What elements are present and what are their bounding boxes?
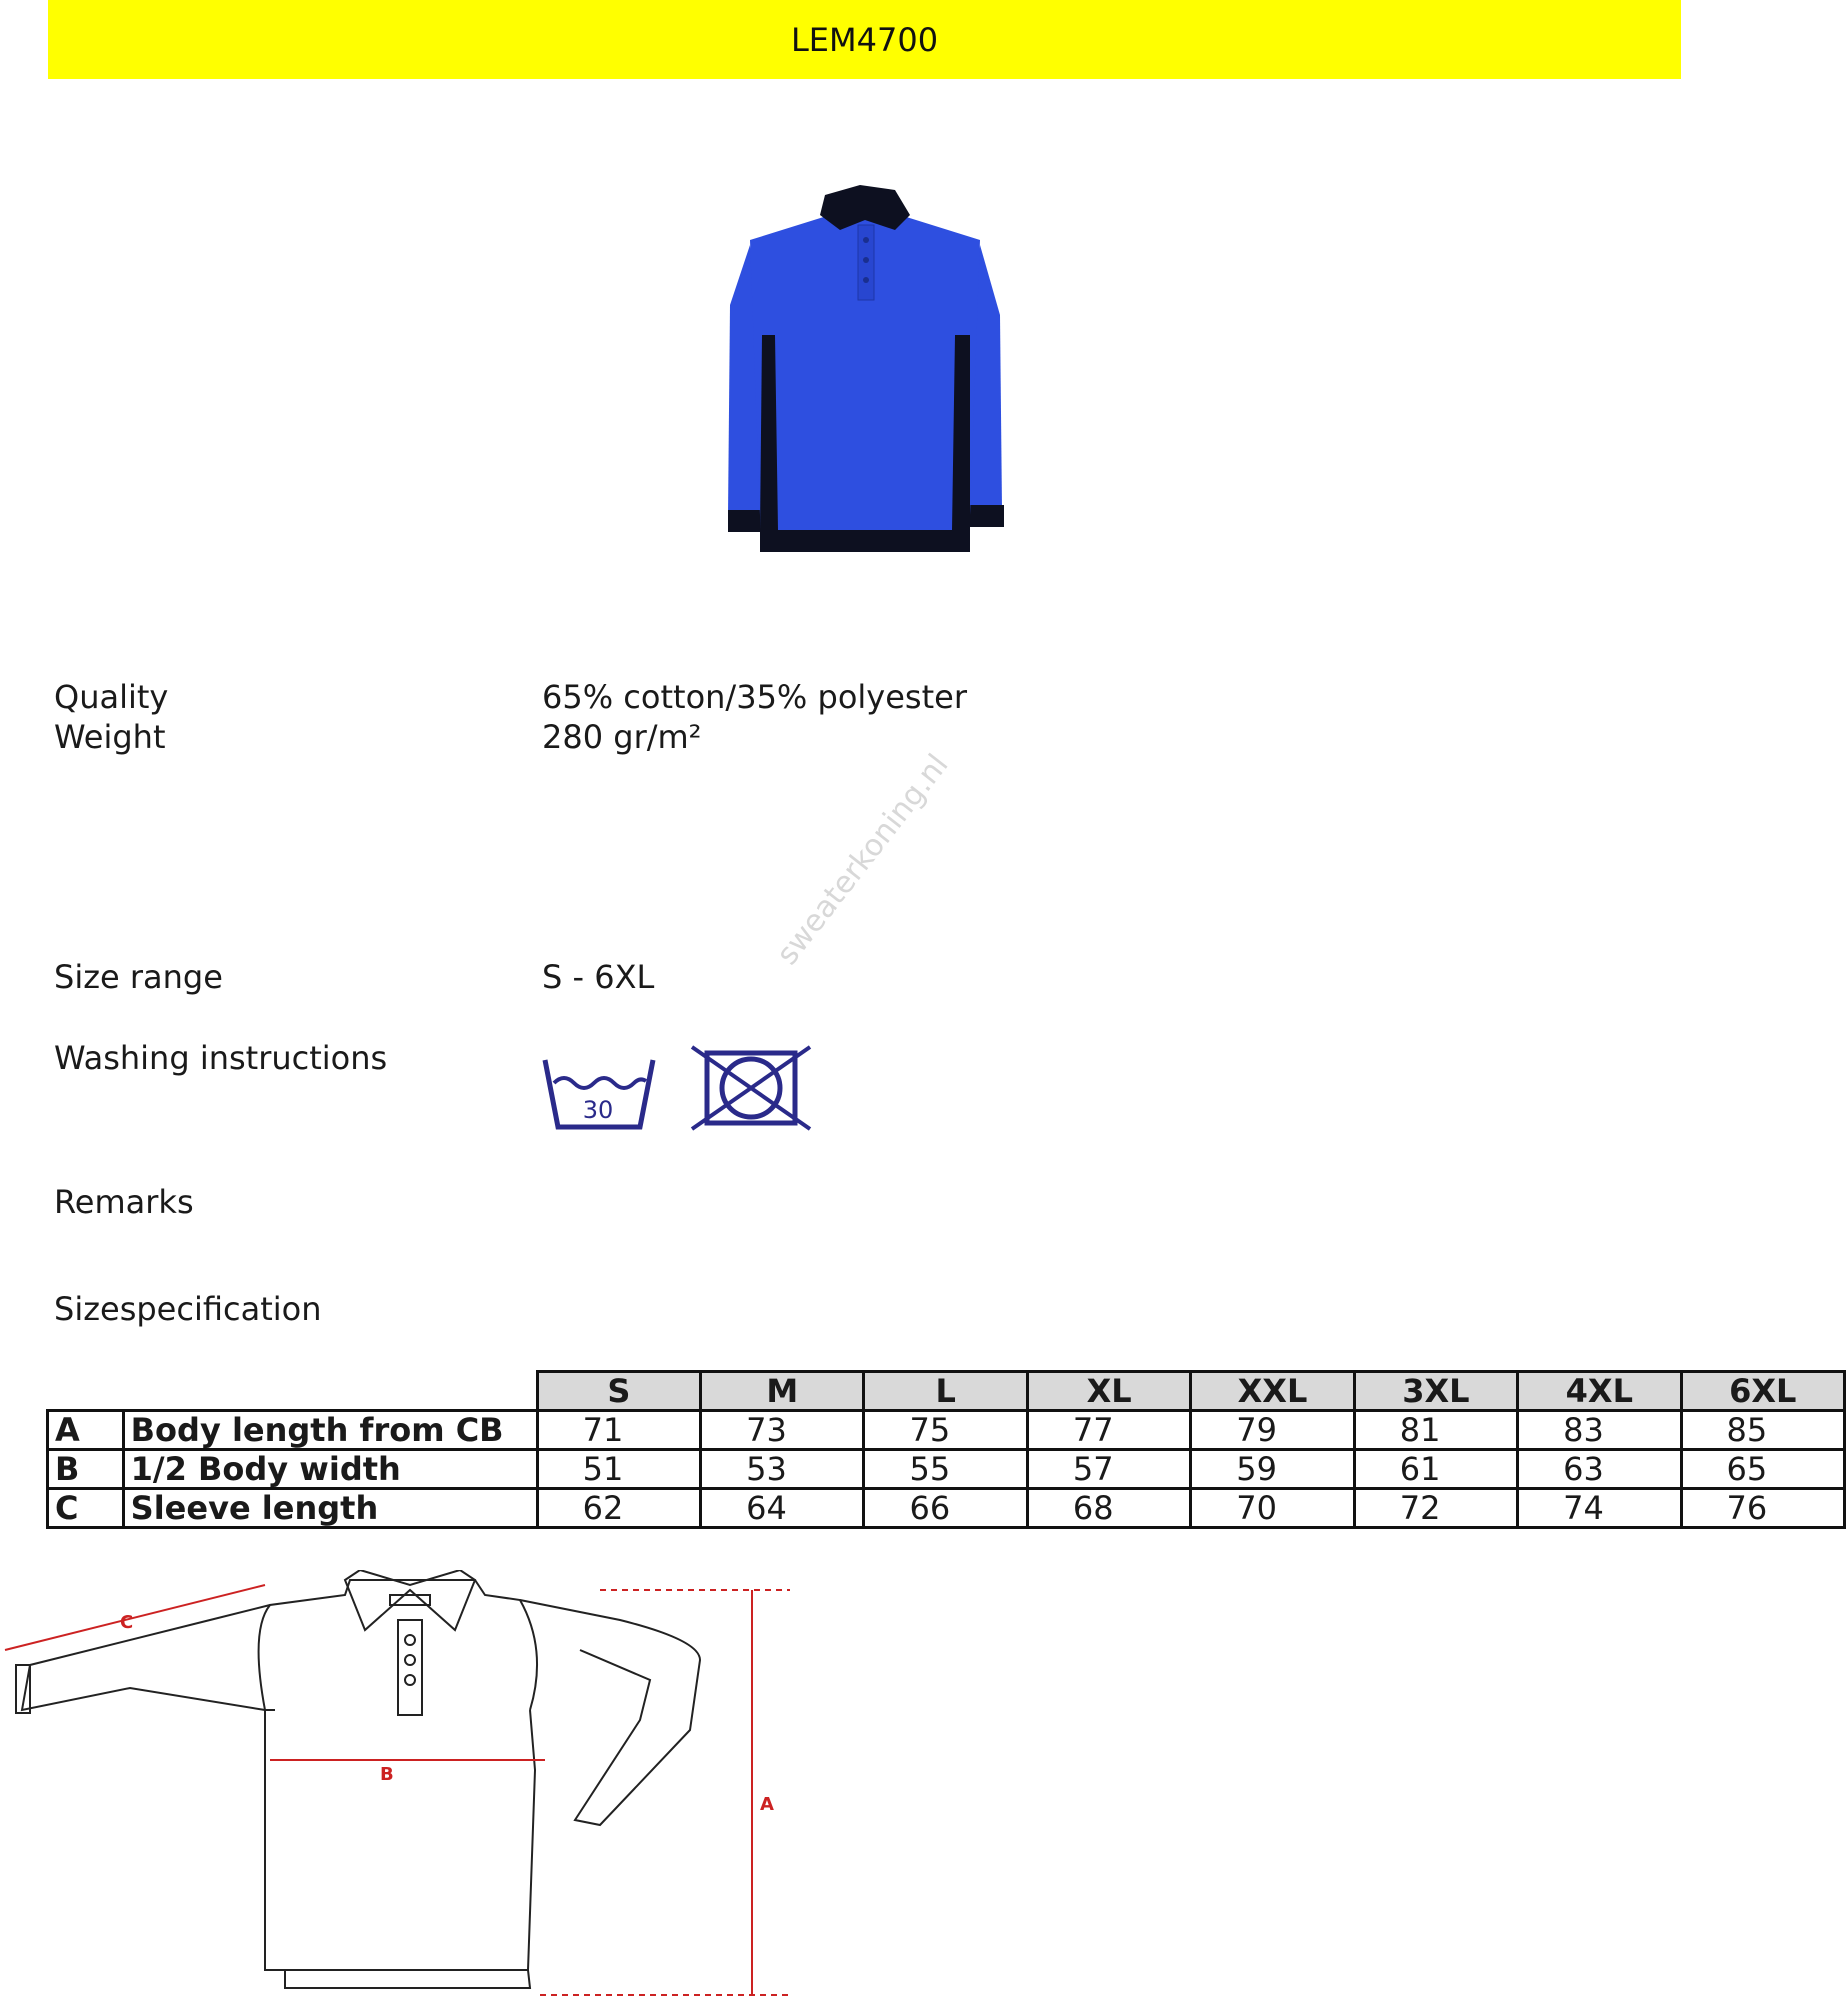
table-cell: 59: [1191, 1450, 1354, 1489]
washing-label: Washing instructions: [54, 1039, 388, 1077]
size-head: S: [537, 1372, 700, 1411]
weight-label: Weight: [54, 718, 166, 756]
size-range-label: Size range: [54, 958, 223, 996]
table-row: [48, 1411, 1845, 1450]
size-head: M: [701, 1372, 864, 1411]
table-cell: 79: [1191, 1411, 1354, 1450]
remarks-label: Remarks: [54, 1183, 194, 1221]
table-row: [48, 1450, 1845, 1489]
row-letter: A: [48, 1411, 124, 1450]
table-cell: 81: [1354, 1411, 1517, 1450]
size-head: XXL: [1191, 1372, 1354, 1411]
diagram-label-c: C: [120, 1612, 134, 1633]
measurement-diagram: [0, 1570, 800, 2000]
row-letter: C: [48, 1489, 124, 1528]
weight-value: 280 gr/m²: [542, 718, 702, 756]
row-label: Sleeve length: [123, 1489, 537, 1528]
table-cell: 53: [701, 1450, 864, 1489]
diagram-label-b: B: [380, 1764, 394, 1785]
table-cell: 65: [1681, 1450, 1844, 1489]
table-cell: 61: [1354, 1450, 1517, 1489]
table-cell: 72: [1354, 1489, 1517, 1528]
table-cell: 71: [537, 1411, 700, 1450]
table-cell: 57: [1027, 1450, 1190, 1489]
table-cell: 55: [864, 1450, 1027, 1489]
row-label: 1/2 Body width: [123, 1450, 537, 1489]
wash-temp-text: 30: [582, 1096, 614, 1124]
quality-value: 65% cotton/35% polyester: [542, 678, 967, 716]
watermark: sweaterkoning.nl: [770, 747, 956, 972]
table-cell: 83: [1518, 1411, 1681, 1450]
wash-30-icon: [540, 1055, 660, 1135]
row-label: Body length from CB: [123, 1411, 537, 1450]
size-range-value: S - 6XL: [542, 958, 655, 996]
product-image: [720, 185, 1010, 570]
table-cell: 75: [864, 1411, 1027, 1450]
table-cell: 76: [1681, 1489, 1844, 1528]
table-cell: 77: [1027, 1411, 1190, 1450]
table-cell: 85: [1681, 1411, 1844, 1450]
size-head: 3XL: [1354, 1372, 1517, 1411]
product-code: LEM4700: [790, 20, 939, 59]
header-bar: [48, 0, 1681, 79]
table-cell: 74: [1518, 1489, 1681, 1528]
size-header-row: [48, 1372, 1845, 1411]
table-row: [48, 1489, 1845, 1528]
size-head: 4XL: [1518, 1372, 1681, 1411]
table-cell: 68: [1027, 1489, 1190, 1528]
table-cell: 73: [701, 1411, 864, 1450]
table-cell: 70: [1191, 1489, 1354, 1528]
no-tumble-dry-icon: [690, 1045, 812, 1131]
table-cell: 64: [701, 1489, 864, 1528]
quality-label: Quality: [54, 678, 169, 716]
row-letter: B: [48, 1450, 124, 1489]
table-cell: 51: [537, 1450, 700, 1489]
size-head: L: [864, 1372, 1027, 1411]
table-cell: 62: [537, 1489, 700, 1528]
sizespec-label: Sizespecification: [54, 1290, 322, 1328]
diagram-label-a: A: [760, 1794, 774, 1815]
size-table: [46, 1370, 1846, 1529]
table-cell: 63: [1518, 1450, 1681, 1489]
table-cell: 66: [864, 1489, 1027, 1528]
size-head: XL: [1027, 1372, 1190, 1411]
size-head: 6XL: [1681, 1372, 1844, 1411]
